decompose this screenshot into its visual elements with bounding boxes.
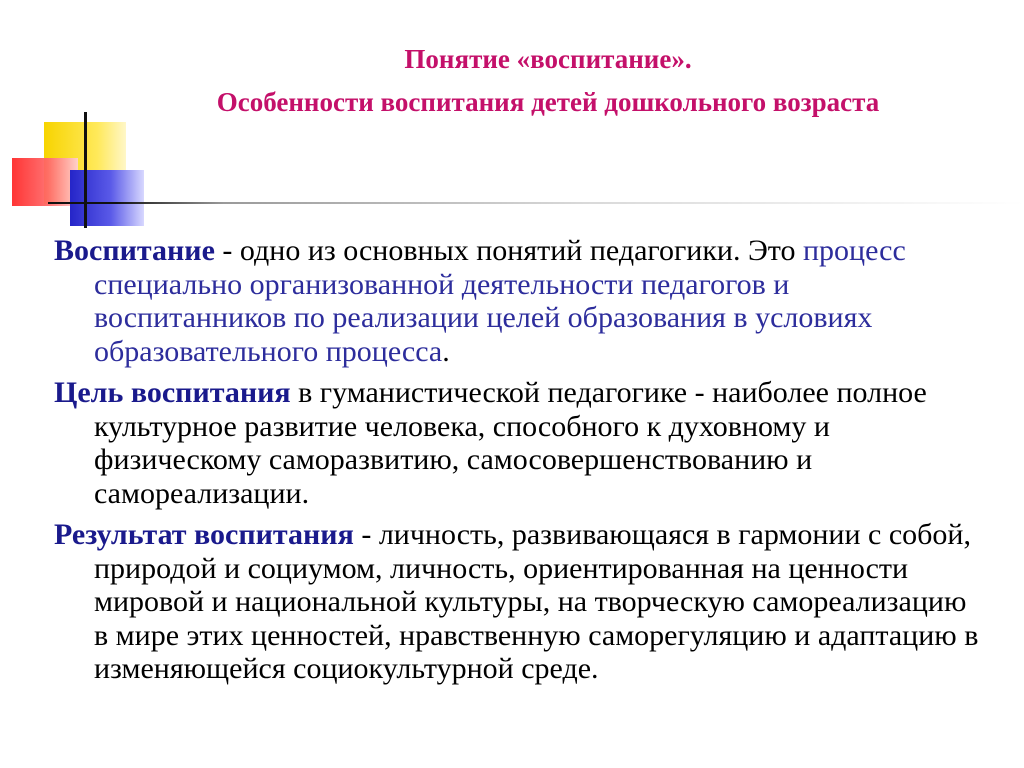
term-goal: Цель воспитания <box>54 376 291 409</box>
slide-title-line-1: Понятие «воспитание». <box>404 44 692 74</box>
definition-text-end: . <box>442 334 450 368</box>
result-text: - личность, развивающаяся в гармонии с собой, природой и социумом, личность, ориентированная на ценности мировой и национальной культуры, на творческую самореализацию в мире этих ценностей, нравственную саморегуляцию и адаптацию в изменяющейся социокультурной среде. <box>94 518 979 685</box>
definition-text-highlight: процесс специально организованной деятельности педагогов и воспитанников по реализации целей образования в условиях образовательного процесса <box>94 234 906 368</box>
goal-paragraph <box>54 376 984 510</box>
slide-body <box>54 234 984 694</box>
title-divider-line <box>48 202 1024 204</box>
goal-text: в гуманистической педагогике - наиболее полное культурное развитие человека, способного к духовному и физическому саморазвитию, самосовершенствованию и самореализации. <box>94 376 927 510</box>
definition-text: - одно из основных понятий педагогики. Это <box>214 234 796 267</box>
slide-title-line-2: Особенности воспитания детей дошкольного возраста <box>216 87 880 117</box>
result-paragraph <box>54 518 984 686</box>
slide-title <box>80 38 1016 124</box>
blue-square-shape <box>70 170 144 226</box>
vertical-line-shape <box>84 112 87 228</box>
definition-paragraph <box>54 234 984 368</box>
term-result: Результат воспитания <box>54 518 354 551</box>
term-upbringing: Воспитание <box>54 234 215 267</box>
red-square-shape <box>12 158 78 206</box>
